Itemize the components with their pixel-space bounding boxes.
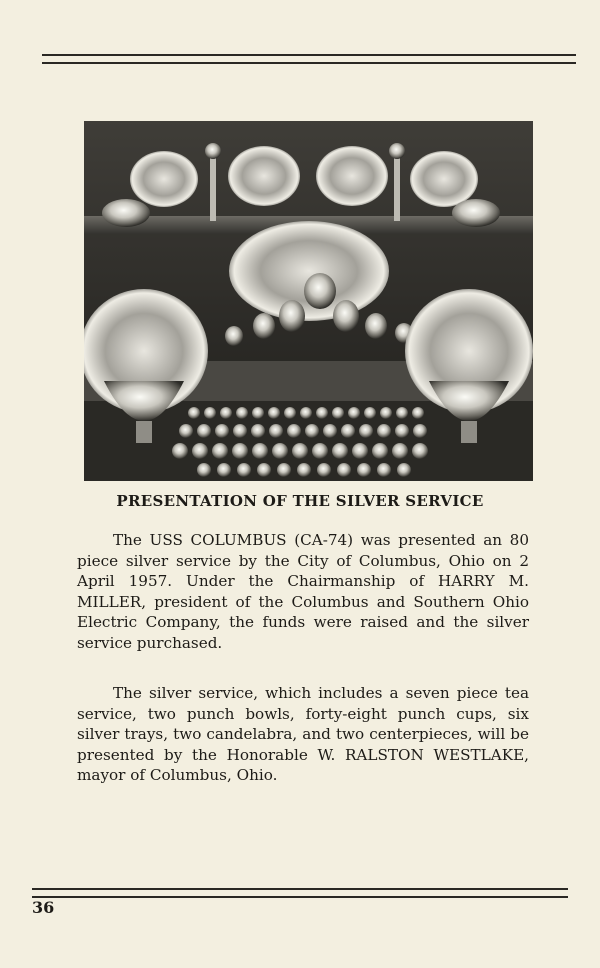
body-paragraph-2: The silver service, which includes a seven piece tea service, two punch bowls, forty-eight punch cups, six silver trays, two candelabra, and two centerpieces, will be presented by the Honorable W. RALSTON WESTLAKE, mayor of Columbus, Ohio. bbox=[77, 684, 529, 784]
photo-caption: PRESENTATION OF THE SILVER SERVICE bbox=[116, 492, 484, 510]
page-number: 36 bbox=[32, 898, 55, 917]
body-paragraph-1: The USS COLUMBUS (CA-74) was presented an 80 piece silver service by the City of Columbus, Ohio on 2 April 1957. Under the Chairmanship of HARRY M. MILLER, president of the Columbus and Southern Ohio Electric Company, the funds were raised and the silver service purchased. bbox=[77, 531, 529, 652]
bottom-double-rule bbox=[32, 888, 568, 898]
top-double-rule bbox=[42, 54, 576, 64]
silver-service-photograph bbox=[84, 121, 533, 481]
